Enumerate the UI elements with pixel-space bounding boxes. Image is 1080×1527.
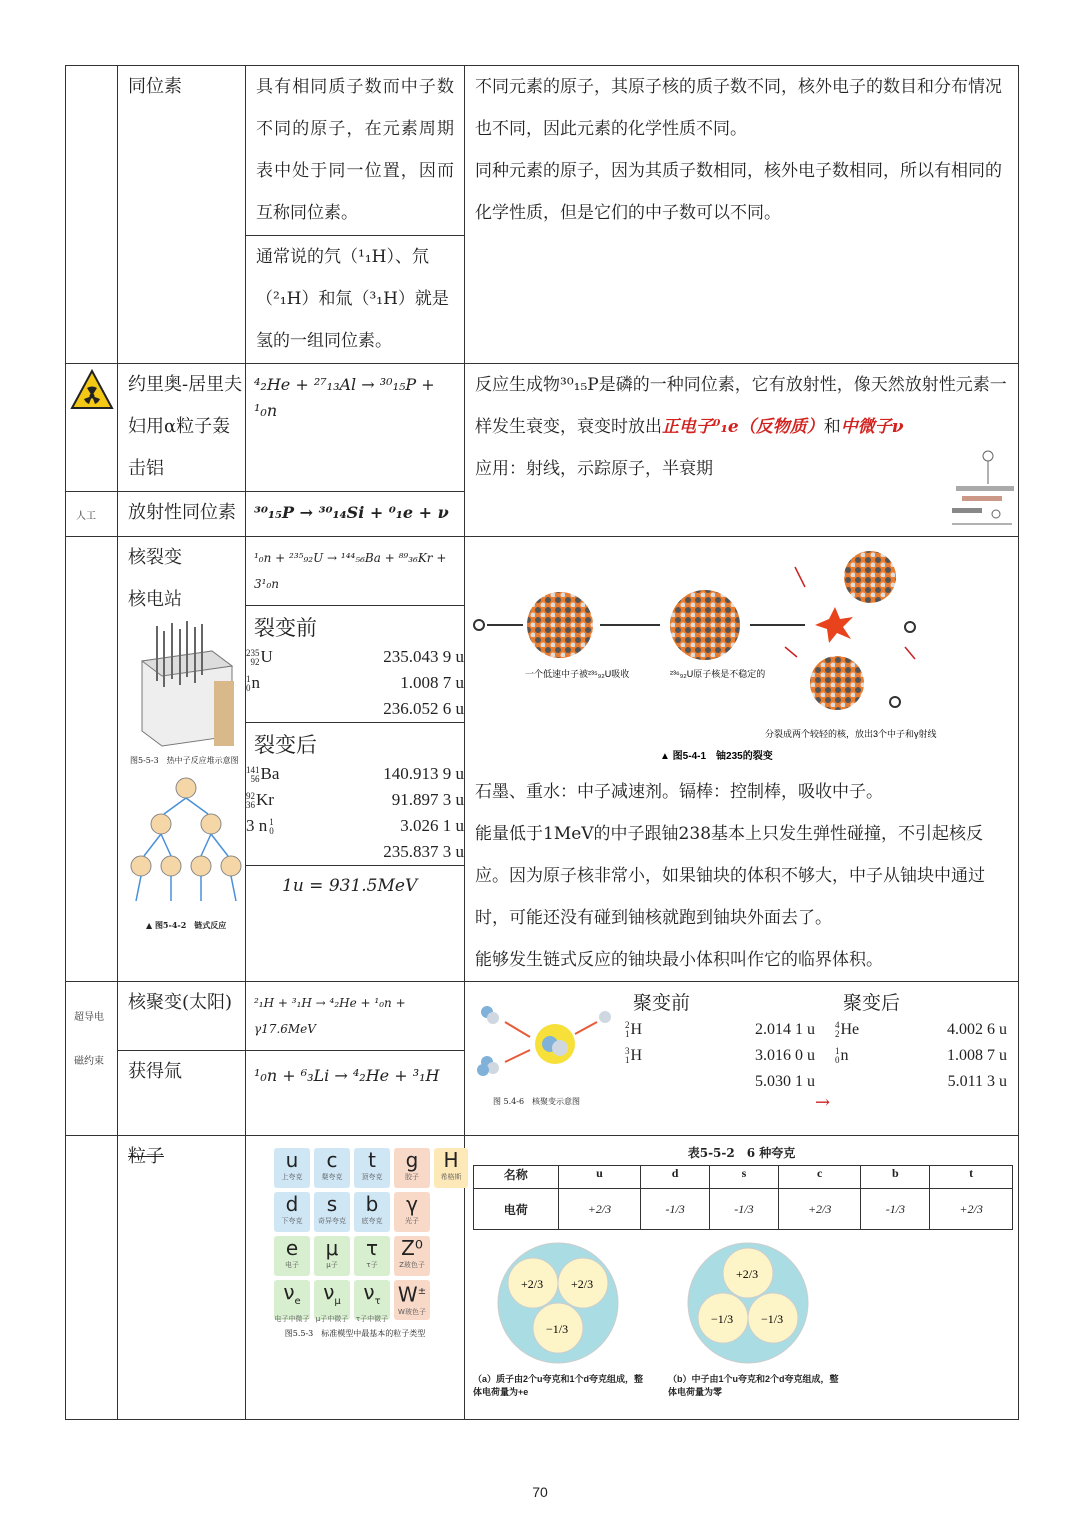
particle-nu-tau: $\nu_\tau$ τ子中微子	[355, 1280, 389, 1323]
particle-s: s 奇异夸克	[314, 1192, 350, 1232]
table-row: 235 92 U 235.043 9 u	[246, 647, 464, 668]
standard-model-grid	[274, 1148, 464, 1323]
table-row: 电荷 +2/3 -1/3 -1/3 +2/3 -1/3 +2/3	[474, 1189, 1013, 1230]
fusion-arrow: →	[815, 1092, 831, 1113]
label-power-plant: 核电站	[128, 589, 182, 610]
fusion-before-title: 聚变前	[633, 993, 691, 1014]
side-label-fusion	[66, 982, 118, 1136]
reactor-caption: 图5-5-3 热中子反应堆示意图	[130, 756, 239, 765]
fission-after-table	[246, 761, 464, 865]
proton-caption: （a）质子由2个u夸克和1个d夸克组成，整体电荷量为+e	[473, 1374, 644, 1397]
nucleon-captions	[465, 1372, 1018, 1398]
fusion-figure	[465, 982, 625, 1113]
table-row: 92 36 Kr 91.897 3 u	[246, 790, 464, 811]
particle-z: Z⁰ Z玻色子	[394, 1236, 430, 1276]
table-row: 4 2 He 4.002 6 u	[835, 1020, 1007, 1040]
quarks-cell	[465, 1136, 1019, 1420]
fission-para-1: 石墨、重水：中子减速剂。镉棒：控制棒，吸收中子。	[475, 782, 883, 802]
joliot-application: 应用：射线，示踪原子，半衰期	[475, 459, 713, 479]
svg-text:+2/3: +2/3	[571, 1277, 594, 1291]
proton-diagram	[473, 1238, 648, 1372]
fission-diagram	[465, 537, 1015, 767]
particle-g: g 胶子	[394, 1148, 430, 1188]
fusion-after-table	[835, 1017, 1007, 1095]
fission-para-2: 能量低于1MeV的中子跟铀238基本上只发生弹性碰撞，不引起核反应。因为原子核非常小，如果铀块的体积不够大，中子从铀块中通过时，可能还没有碰到铀核就跑到铀块外面去了。	[475, 824, 985, 928]
fission-before-sum: 236.052 6 u	[383, 699, 464, 718]
table-row: 名称 u d s c b t	[474, 1166, 1013, 1189]
fusion-content	[465, 982, 1018, 1113]
particle-h: H 希格斯	[434, 1148, 468, 1188]
particle-mu: μ μ子	[314, 1236, 350, 1276]
isotope-example: 通常说的氕（¹₁H）、氘（²₁H）和氚（³₁H）就是氢的一组同位素。	[246, 236, 465, 364]
proton-svg	[473, 1238, 633, 1368]
svg-text:+2/3: +2/3	[736, 1267, 759, 1281]
table-row: 1 0 n 1.008 7 u	[835, 1046, 1007, 1066]
fission-para-3: 能够发生链式反应的铀块最小体积叫作它的临界体积。	[475, 950, 883, 970]
quarks-table-title: 表5-5-2 6 种夸克	[687, 1146, 796, 1160]
apparatus-diagram	[946, 444, 1016, 534]
table-row	[625, 1069, 815, 1095]
physics-notes-table	[65, 65, 1019, 1420]
particle-photon: γ 光子	[394, 1192, 430, 1232]
fusion-after-sum: 5.011 3 u	[947, 1073, 1007, 1090]
joliot-equation: ⁴₂He + ²⁷₁₃Al → ³⁰₁₅P + ¹₀n	[246, 364, 465, 492]
fig-label-a: 一个低速中子被²³⁵₉₂U吸收	[525, 669, 630, 679]
table-row	[246, 839, 464, 865]
fission-before-title: 裂变前	[254, 616, 317, 640]
label-joliot: 约里奥-居里夫妇用α粒子轰击铝	[118, 364, 246, 492]
neutrino-highlight: 中微子ν	[840, 417, 904, 437]
fission-equation: ¹₀n + ²³⁵₉₂U → ¹⁴⁴₅₆Ba + ⁸⁹₃₆Kr + 3¹₀n	[246, 537, 464, 606]
tritium-equation: ¹₀n + ⁶₃Li → ⁴₂He + ³₁H	[246, 1051, 465, 1136]
svg-text:−1/3: −1/3	[546, 1322, 569, 1336]
side-cell-empty-2	[66, 537, 118, 982]
label-tritium: 获得氚	[118, 1051, 246, 1136]
fusion-before-sum: 5.030 1 u	[755, 1073, 815, 1090]
fig-label-c: 分裂成两个较轻的核，放出3个中子和γ射线	[765, 729, 937, 739]
particle-t: t 顶夸克	[354, 1148, 390, 1188]
particle-d: d 下夸克	[274, 1192, 310, 1232]
svg-text:−1/3: −1/3	[711, 1312, 734, 1326]
side-label-fusion-1: 超导电	[74, 1012, 104, 1023]
fission-before-table	[246, 644, 464, 722]
quarks-table	[473, 1165, 1013, 1230]
side-label-artificial: 人工	[66, 492, 118, 537]
fusion-fig-caption: 图 5.4-6 核聚变示意图	[493, 1097, 581, 1106]
fusion-diagram	[465, 982, 625, 1092]
table-row: 2 1 H 2.014 1 u	[625, 1020, 815, 1040]
fusion-before-table	[625, 1017, 815, 1095]
label-isotope: 同位素	[118, 66, 246, 364]
reactor-diagram	[122, 621, 242, 751]
particle-nu-e: $\nu_e$ 电子中微子	[274, 1280, 310, 1323]
fission-after-sum: 235.837 3 u	[383, 842, 464, 861]
standard-model-caption: 图5.5-3 标准模型中最基本的粒子类型	[284, 1329, 426, 1338]
table-row	[835, 1069, 1007, 1095]
isotope-explanation-1: 不同元素的原子，其原子核的质子数不同，核外电子的数目和分布情况也不同，因此元素的化学性质不同。	[475, 77, 1002, 139]
positron-highlight: 正电子⁰₁e（反物质）	[662, 417, 824, 437]
side-label-fusion-2: 磁约束	[74, 1056, 104, 1067]
joliot-text-a: 反应生成物³⁰₁₅P是磷的一种同位素，它有放射性，像天然放射性元素一样发生衰变，衰变时放出	[475, 375, 1007, 437]
joliot-text-b: 和	[823, 417, 841, 437]
joliot-explanation	[465, 364, 1019, 537]
table-row: 3 n 1 0 3.026 1 u	[246, 816, 464, 837]
page-number: 70	[532, 1484, 548, 1500]
fusion-equation: ²₁H + ³₁H → ⁴₂He + ¹₀n + γ17.6MeV	[246, 982, 465, 1051]
radiation-warning-cell	[66, 364, 118, 492]
label-particles: 粒子	[118, 1136, 246, 1420]
svg-text:+2/3: +2/3	[521, 1277, 544, 1291]
particle-tau: τ τ子	[354, 1236, 390, 1276]
fission-mass-cell	[246, 537, 465, 982]
label-radioactive-isotope: 放射性同位素	[118, 492, 246, 537]
fission-after-title: 裂变后	[246, 722, 464, 761]
artificial-equation: ³⁰₁₅P → ³⁰₁₄Si + ⁰₁e + ν	[246, 492, 465, 537]
neutron-svg	[668, 1238, 828, 1368]
standard-model-cell	[246, 1136, 465, 1420]
svg-text:−1/3: −1/3	[761, 1312, 784, 1326]
nucleon-diagrams	[465, 1238, 1018, 1372]
particle-e: e 电子	[274, 1236, 310, 1276]
fission-label-cell	[118, 537, 246, 982]
particle-u: u 上夸克	[274, 1148, 310, 1188]
unit-equation: 1u = 931.5MeV	[246, 865, 464, 906]
isotope-explanation-2: 同种元素的原子，因为其质子数相同，核外电子数相同，所以有相同的化学性质，但是它们的中子数可以不同。	[475, 161, 1002, 223]
label-fission: 核裂变	[128, 547, 182, 568]
particle-b: b 底夸克	[354, 1192, 390, 1232]
fission-fig-caption: ▲ 图5-4-1 铀235的裂变	[660, 751, 773, 762]
table-row	[246, 696, 464, 722]
isotope-explanation	[465, 66, 1019, 364]
side-cell-empty-3	[66, 1136, 118, 1420]
fusion-after	[835, 982, 1007, 1113]
table-row: 1 0 n 1.008 7 u	[246, 673, 464, 694]
fission-explanation-cell	[465, 537, 1019, 982]
radiation-warning-icon	[69, 368, 115, 414]
chain-caption: ▲ 图5-4-2 链式反应	[146, 920, 227, 930]
table-row: 141 56 Ba 140.913 9 u	[246, 764, 464, 785]
fig-label-b: ²³⁶₉₂U原子核是不稳定的	[670, 669, 766, 679]
fusion-after-title: 聚变后	[843, 992, 901, 1014]
particle-c: c 粲夸克	[314, 1148, 350, 1188]
fusion-explanation-cell	[465, 982, 1019, 1136]
side-cell-empty	[66, 66, 118, 364]
label-fusion: 核聚变(太阳)	[118, 982, 246, 1051]
particle-nu-mu: $\nu_\mu$ μ子中微子	[315, 1280, 349, 1323]
neutron-caption: （b）中子由1个u夸克和2个d夸克组成，整体电荷量为零	[668, 1374, 839, 1397]
neutron-diagram	[668, 1238, 843, 1372]
fusion-before	[625, 982, 815, 1113]
particle-w: W± W玻色子	[394, 1280, 430, 1320]
chain-reaction-diagram	[126, 766, 246, 916]
table-row: 3 1 H 3.016 0 u	[625, 1046, 815, 1066]
isotope-definition: 具有相同质子数而中子数不同的原子，在元素周期表中处于同一位置，因而互称同位素。	[246, 66, 465, 236]
